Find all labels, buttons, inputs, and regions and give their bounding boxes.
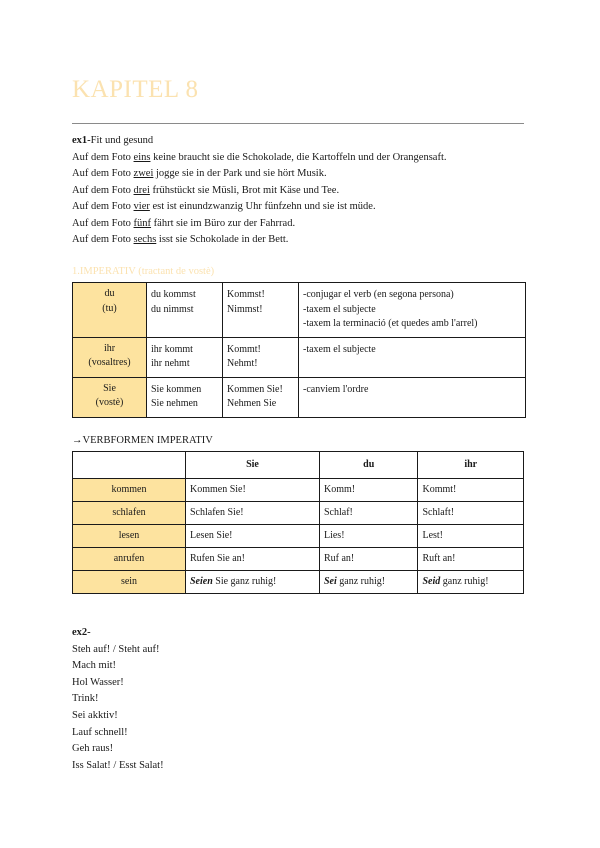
notes-cell: -taxem el subjecte xyxy=(299,337,526,377)
title-divider xyxy=(72,123,524,124)
exercise-2-line: Iss Salat! / Esst Salat! xyxy=(72,759,164,771)
exercise-1-line: Auf dem Foto sechs isst sie Schokolade in der Bett. xyxy=(72,234,289,245)
exercise-1-line: Auf dem Foto drei frühstückt sie Müsli, Brot mit Käse und Tee. xyxy=(72,184,340,196)
sie-cell: Rufen Sie an! xyxy=(186,548,320,571)
sie-cell: Seien Sie ganz ruhig! xyxy=(186,571,320,594)
exercise-1 xyxy=(72,133,447,249)
exercise-1-heading: ex1-Fit und gesund xyxy=(72,135,154,146)
notes-cell: -conjugar el verb (en segona persona) -taxem el subjecte -taxem la terminació (et quedes amb l'arrel) xyxy=(299,283,526,338)
du-cell: Komm! xyxy=(319,479,417,502)
pronoun-cell: ihr (vosaltres) xyxy=(73,337,147,377)
sie-cell: Kommen Sie! xyxy=(186,479,320,502)
exercise-2 xyxy=(72,625,164,774)
exercise-1-line: Auf dem Foto eins keine braucht sie die Schokolade, die Kartoffeln und der Orangensaft. xyxy=(72,151,447,163)
form-cell: du kommst du nimmst xyxy=(147,283,223,338)
sie-cell: Schlafen Sie! xyxy=(186,502,320,525)
exercise-2-line: Geh raus! xyxy=(72,743,114,755)
exercise-1-line: Auf dem Foto zwei jogge sie in der Park und sie hört Musik. xyxy=(72,168,327,179)
exercise-2-line: Lauf schnell! xyxy=(72,726,128,738)
verbformen-table xyxy=(72,451,524,594)
du-cell: Schlaf! xyxy=(319,502,417,525)
exercise-2-line: Mach mit! xyxy=(72,660,117,672)
pronoun-cell: du (tu) xyxy=(73,283,147,338)
table-row xyxy=(73,377,526,417)
ihr-cell: Seid ganz ruhig! xyxy=(418,571,524,594)
verb-cell: lesen xyxy=(73,525,186,548)
imperative-cell: Kommst! Nimmst! xyxy=(223,283,299,338)
exercise-2-line: Steh auf! / Steht auf! xyxy=(72,643,160,655)
header-sie: Sie xyxy=(186,452,320,479)
ihr-cell: Schlaft! xyxy=(418,502,524,525)
page-title: KAPITEL 8 xyxy=(72,76,199,103)
verb-cell: schlafen xyxy=(73,502,186,525)
header-du: du xyxy=(319,452,417,479)
exercise-1-line: Auf dem Foto vier est ist einundzwanzig Uhr fünfzehn und sie ist müde. xyxy=(72,201,376,212)
table-header-row xyxy=(73,452,524,479)
form-cell: ihr kommt ihr nehmt xyxy=(147,337,223,377)
sie-cell: Lesen Sie! xyxy=(186,525,320,548)
du-cell: Ruf an! xyxy=(319,548,417,571)
table-row xyxy=(73,571,524,594)
header-ihr: ihr xyxy=(418,452,524,479)
section-title-imperativ: 1.IMPERATIV (tractant de vostè) xyxy=(72,266,215,277)
ihr-cell: Kommt! xyxy=(418,479,524,502)
form-cell: Sie kommen Sie nehmen xyxy=(147,377,223,417)
exercise-2-line: Hol Wasser! xyxy=(72,676,124,688)
pronoun-cell: Sie (vostè) xyxy=(73,377,147,417)
header-empty xyxy=(73,452,186,479)
ihr-cell: Lest! xyxy=(418,525,524,548)
exercise-2-label: ex2- xyxy=(72,627,91,638)
exercise-2-line: Trink! xyxy=(72,693,99,705)
imperative-cell: Kommt! Nehmt! xyxy=(223,337,299,377)
du-cell: Lies! xyxy=(319,525,417,548)
table-row xyxy=(73,525,524,548)
du-cell: Sei ganz ruhig! xyxy=(319,571,417,594)
verb-cell: sein xyxy=(73,571,186,594)
table-row xyxy=(73,479,524,502)
table-row xyxy=(73,283,526,338)
imperative-cell: Kommen Sie! Nehmen Sie xyxy=(223,377,299,417)
verb-cell: kommen xyxy=(73,479,186,502)
table-row xyxy=(73,548,524,571)
exercise-2-line: Sei akktiv! xyxy=(72,709,118,721)
table-row xyxy=(73,337,526,377)
table-row xyxy=(73,502,524,525)
notes-cell: -canviem l'ordre xyxy=(299,377,526,417)
ihr-cell: Ruft an! xyxy=(418,548,524,571)
verbformen-title: →VERBFORMEN IMPERATIV xyxy=(72,435,213,446)
exercise-1-label: ex1- xyxy=(72,135,91,146)
exercise-1-line: Auf dem Foto fünf fährt sie im Büro zur der Fahrrad. xyxy=(72,217,296,229)
imperativ-table xyxy=(72,282,526,418)
verb-cell: anrufen xyxy=(73,548,186,571)
